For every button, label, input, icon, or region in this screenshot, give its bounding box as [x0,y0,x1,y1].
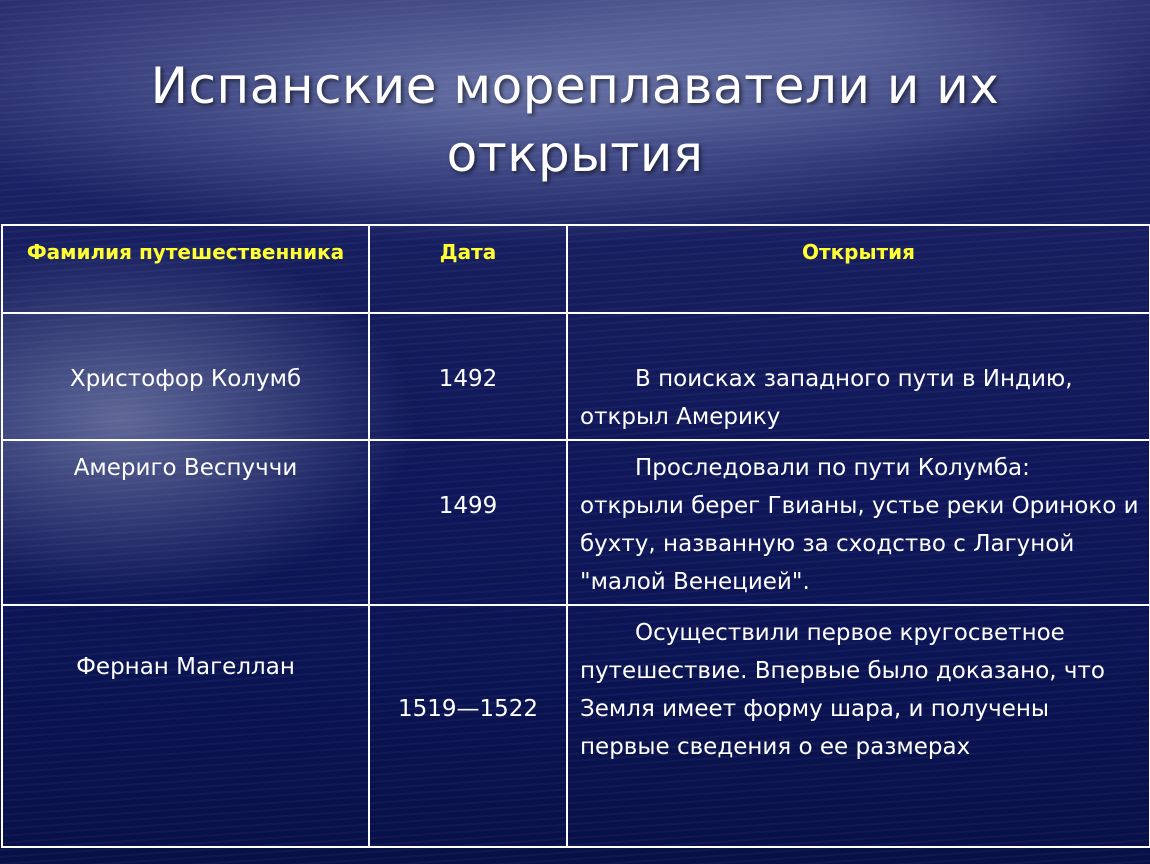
date-cell: 1519—1522 [369,605,567,847]
slide-title-line-2: открытия [446,125,704,183]
discoveries-cell [567,605,1150,847]
discoveries-cell [567,440,1150,606]
date-cell: 1499 [369,440,567,606]
header-name: Фамилия путешественника [2,225,369,313]
slide-title [0,52,1150,188]
table-header-row [2,225,1150,313]
date-cell: 1492 [369,313,567,439]
table-row [2,313,1150,439]
slide-title-line-1: Испанские мореплаватели и их [150,57,1000,115]
table-row [2,605,1150,847]
navigator-name-cell: Христофор Колумб [2,313,369,439]
discoveries-text: В поисках западного пути в Индию, открыл Америку [580,366,1073,431]
navigators-table [1,224,1150,848]
navigator-name-cell: Фернан Магеллан [2,605,369,847]
navigator-name-cell: Америго Веспуччи [2,440,369,606]
table-row [2,440,1150,606]
discoveries-text: Осуществили первое кругосветное путешествие. Впервые было доказано, что Земля имеет форму шара, и получены первые сведения о ее размерах [580,620,1105,761]
header-date: Дата [369,225,567,313]
discoveries-cell [567,313,1150,439]
discoveries-text: Проследовали по пути Колумба: открыли берег Гвианы, устье реки Ориноко и бухту, названную за сходство с Лагуной "малой Венецией". [580,454,1139,595]
header-discoveries: Открытия [567,225,1150,313]
